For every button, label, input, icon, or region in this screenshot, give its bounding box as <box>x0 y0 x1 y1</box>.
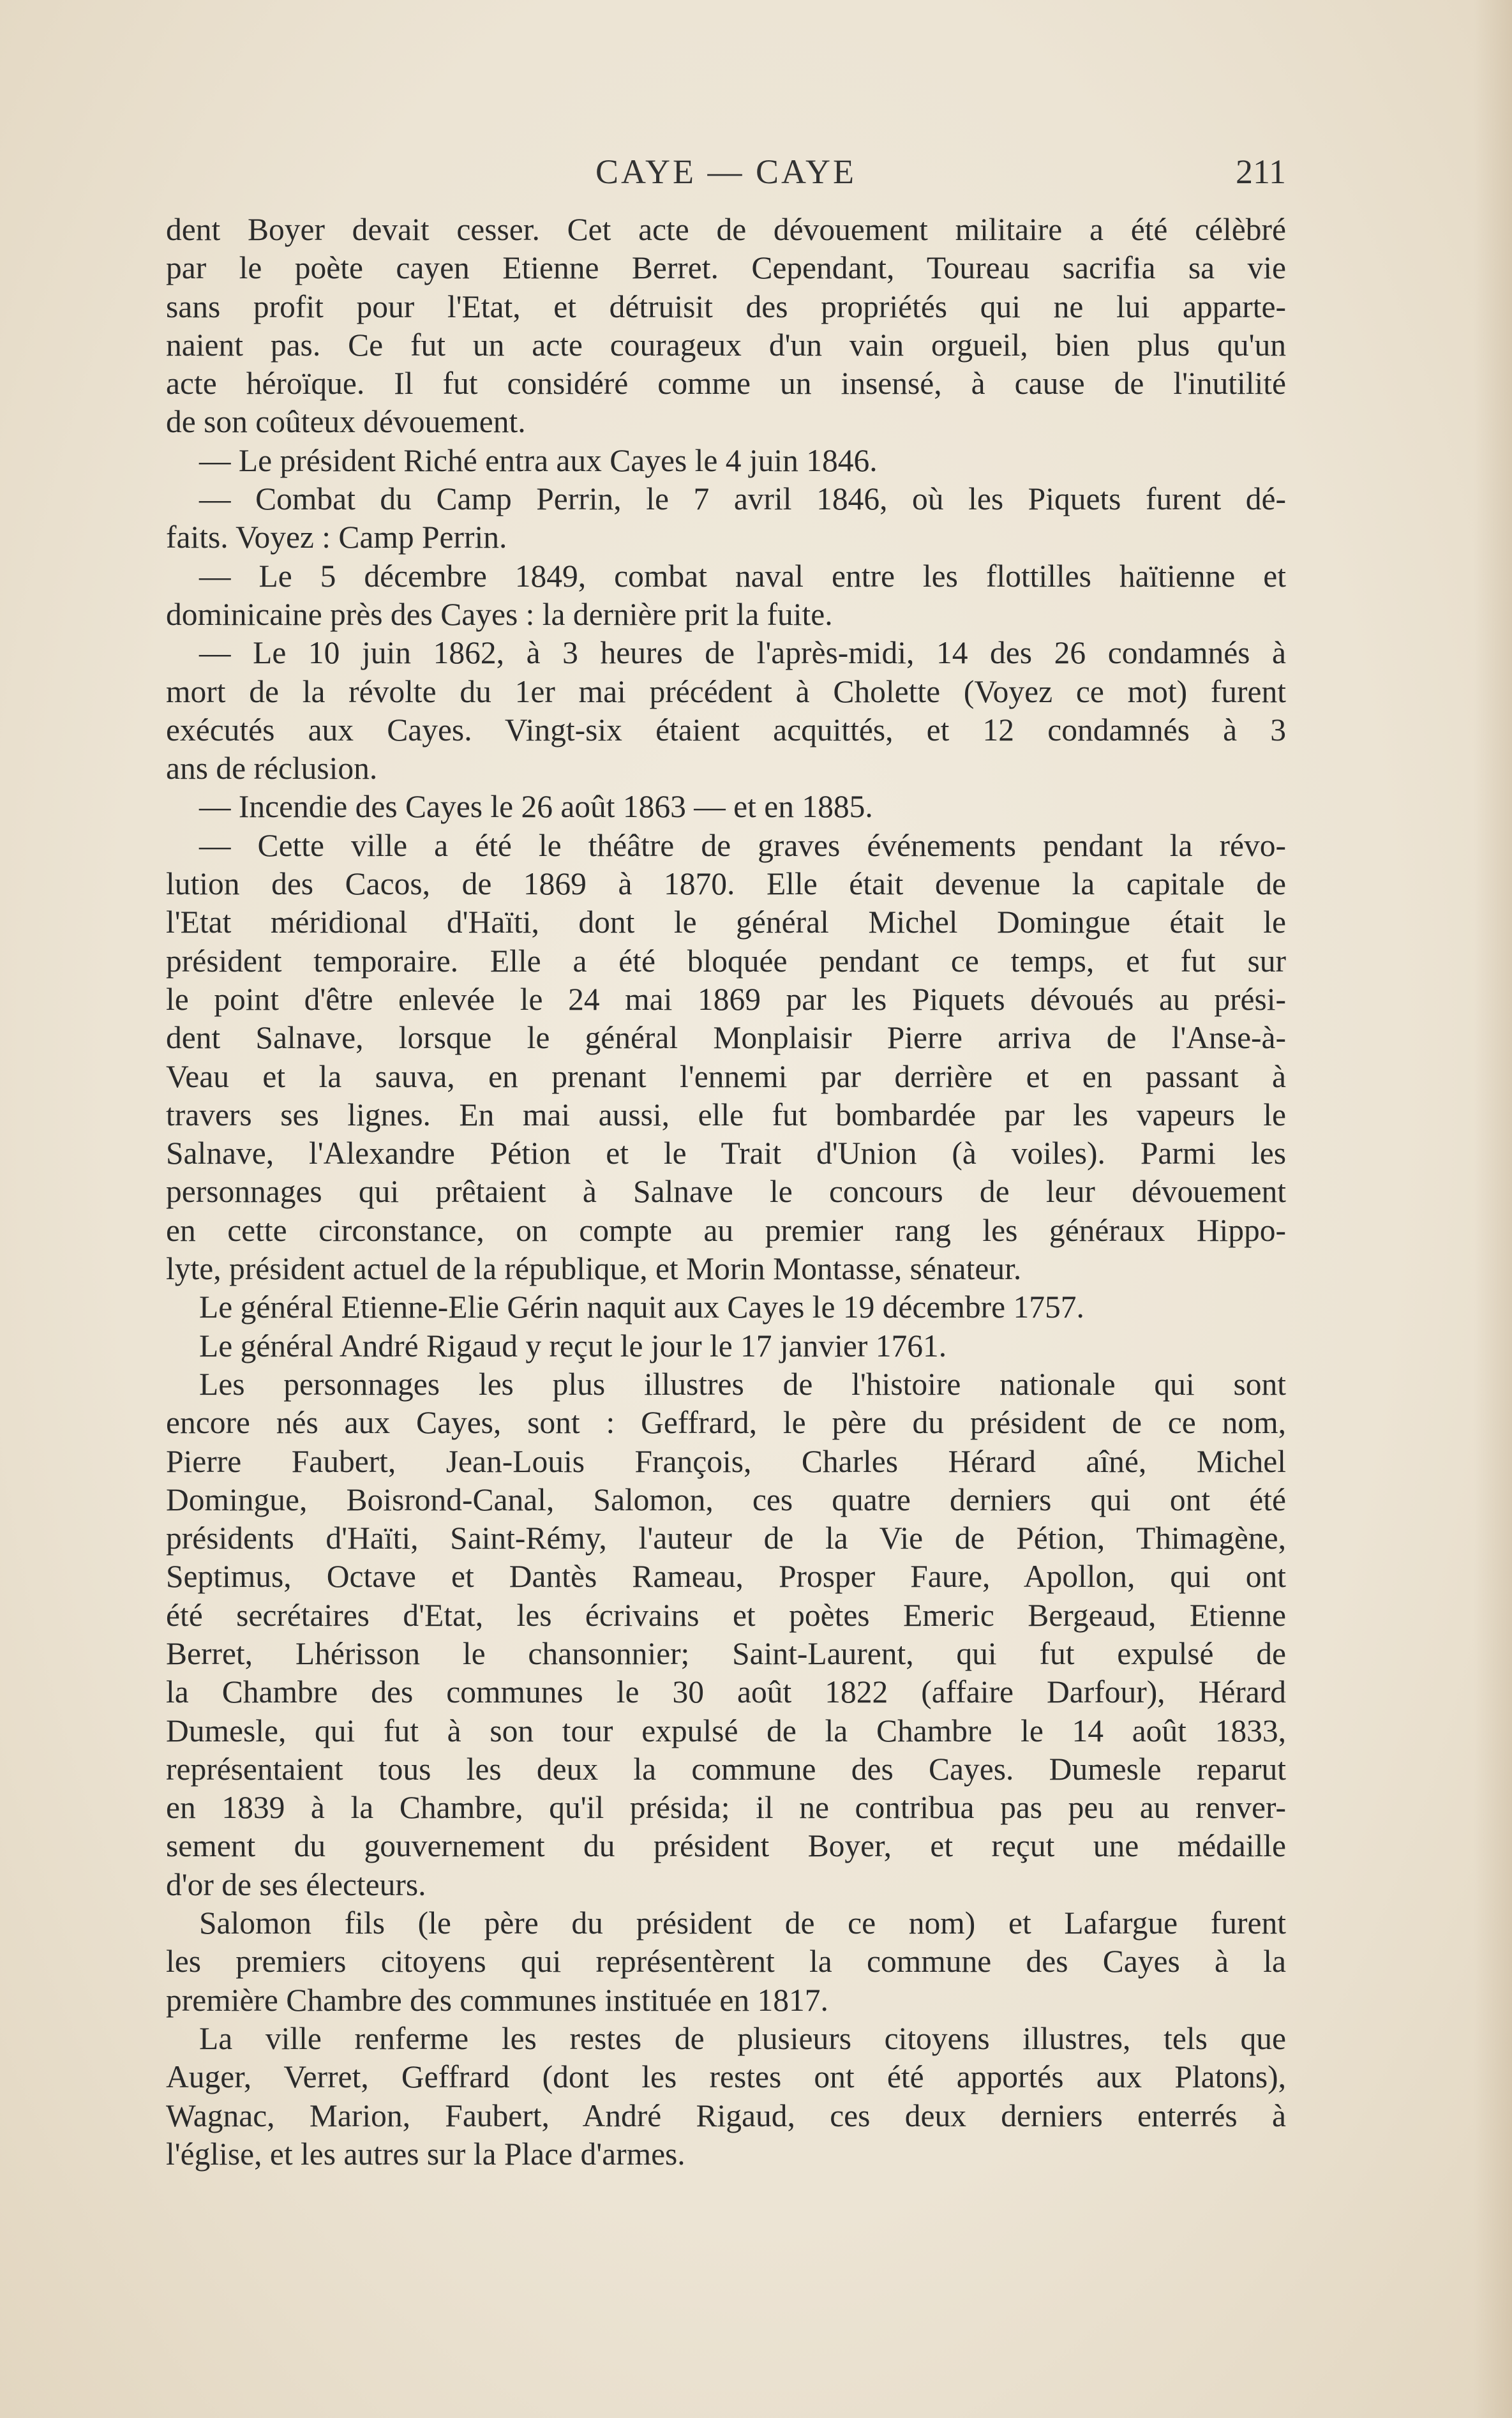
text-line: dominicaine près des Cayes : la dernière prit la fuite. <box>166 596 833 632</box>
text-line: l'Etat méridional d'Haïti, dont le général Michel Domingue était le <box>166 905 1286 940</box>
text-line: — Incendie des Cayes le 26 août 1863 — et en 1885. <box>199 789 873 825</box>
text-line: sement du gouvernement du président Boyer, et reçut une médaille <box>166 1828 1286 1864</box>
text-line: faits. Voyez : Camp Perrin. <box>166 520 507 555</box>
text-line: l'église, et les autres sur la Place d'armes. <box>166 2136 685 2172</box>
text-line: acte héroïque. Il fut considéré comme un insensé, à cause de l'inutilité <box>166 366 1286 402</box>
text-line: Berret, Lhérisson le chansonnier; Saint-Laurent, qui fut expulsé de <box>166 1635 1286 1671</box>
text-line: en 1839 à la Chambre, qu'il présida; il ne contribua pas peu au renver- <box>166 1790 1286 1826</box>
text-line: Wagnac, Marion, Faubert, André Rigaud, ces deux derniers enterrés à <box>166 2098 1286 2133</box>
text-line: personnages qui prêtaient à Salnave le concours de leur dévouement <box>166 1174 1286 1210</box>
text-line: Dumesle, qui fut à son tour expulsé de la Chambre le 14 août 1833, <box>166 1713 1286 1748</box>
running-head: CAYE — CAYE <box>595 153 857 191</box>
text-line: Les personnages les plus illustres de l'histoire nationale qui sont <box>199 1366 1286 1402</box>
text-line: la Chambre des communes le 30 août 1822 (affaire Darfour), Hérard <box>166 1674 1286 1710</box>
body-text <box>166 211 1286 2174</box>
text-line: naient pas. Ce fut un acte courageux d'un vain orgueil, bien plus qu'un <box>166 327 1286 363</box>
text-line: — Le 5 décembre 1849, combat naval entre les flottilles haïtienne et <box>199 558 1286 594</box>
text-line: Domingue, Boisrond-Canal, Salomon, ces quatre derniers qui ont été <box>166 1482 1286 1517</box>
page-edge-shadow <box>1474 0 1512 2418</box>
text-line: les premiers citoyens qui représentèrent la commune des Cayes à la <box>166 1944 1286 1979</box>
text-line: encore nés aux Cayes, sont : Geffrard, le père du président de ce nom, <box>166 1405 1286 1441</box>
text-line: Auger, Verret, Geffrard (dont les restes ont été apportés aux Platons), <box>166 2059 1286 2095</box>
text-line: — Cette ville a été le théâtre de graves événements pendant la révo- <box>199 827 1286 863</box>
text-line: Le général Etienne-Elie Gérin naquit aux Cayes le 19 décembre 1757. <box>199 1289 1084 1325</box>
text-line: président temporaire. Elle a été bloquée pendant ce temps, et fut sur <box>166 943 1286 979</box>
text-line: travers ses lignes. En mai aussi, elle fut bombardée par les vapeurs le <box>166 1097 1286 1132</box>
text-line: lution des Cacos, de 1869 à 1870. Elle était devenue la capitale de <box>166 866 1286 902</box>
text-line: présidents d'Haïti, Saint-Rémy, l'auteur de la Vie de Pétion, Thimagène, <box>166 1521 1286 1556</box>
text-line: dent Salnave, lorsque le général Monplaisir Pierre arriva de l'Anse-à- <box>166 1020 1286 1056</box>
text-line: mort de la révolte du 1er mai précédent à Cholette (Voyez ce mot) furent <box>166 673 1286 709</box>
page-number: 211 <box>1236 153 1286 191</box>
text-line: lyte, président actuel de la république, et Morin Montasse, sénateur. <box>166 1251 1022 1287</box>
text-line: Le général André Rigaud y reçut le jour le 17 janvier 1761. <box>199 1328 947 1363</box>
text-line: — Combat du Camp Perrin, le 7 avril 1846, où les Piquets furent dé- <box>199 481 1286 517</box>
text-line: Septimus, Octave et Dantès Rameau, Prosper Faure, Apollon, qui ont <box>166 1559 1286 1595</box>
page-header <box>166 152 1286 197</box>
text-line: dent Boyer devait cesser. Cet acte de dévouement militaire a été célèbré <box>166 212 1286 247</box>
text-line: par le poète cayen Etienne Berret. Cependant, Toureau sacrifia sa vie <box>166 250 1286 286</box>
text-line: La ville renferme les restes de plusieurs citoyens illustres, tels que <box>199 2020 1286 2056</box>
text-line: première Chambre des communes instituée en 1817. <box>166 1982 828 2018</box>
text-line: Salnave, l'Alexandre Pétion et le Trait d'Union (à voiles). Parmi les <box>166 1136 1286 1171</box>
text-line: de son coûteux dévouement. <box>166 404 526 440</box>
text-line: d'or de ses électeurs. <box>166 1866 426 1902</box>
text-line: en cette circonstance, on compte au premier rang les généraux Hippo- <box>166 1212 1286 1248</box>
text-line: sans profit pour l'Etat, et détruisit des propriétés qui ne lui apparte- <box>166 289 1286 324</box>
text-line: Veau et la sauva, en prenant l'ennemi par derrière et en passant à <box>166 1058 1286 1094</box>
text-line: Pierre Faubert, Jean-Louis François, Charles Hérard aîné, Michel <box>166 1443 1286 1479</box>
text-line: — Le président Riché entra aux Cayes le 4 juin 1846. <box>199 442 878 478</box>
text-line: Salomon fils (le père du président de ce nom) et Lafargue furent <box>199 1905 1286 1941</box>
text-line: le point d'être enlevée le 24 mai 1869 par les Piquets dévoués au prési- <box>166 981 1286 1017</box>
text-line: exécutés aux Cayes. Vingt-six étaient acquittés, et 12 condamnés à 3 <box>166 712 1286 747</box>
text-line: représentaient tous les deux la commune des Cayes. Dumesle reparut <box>166 1751 1286 1787</box>
text-line: — Le 10 juin 1862, à 3 heures de l'après-midi, 14 des 26 condamnés à <box>199 635 1286 671</box>
text-line: été secrétaires d'Etat, les écrivains et poètes Emeric Bergeaud, Etienne <box>166 1597 1286 1633</box>
text-line: ans de réclusion. <box>166 751 378 786</box>
